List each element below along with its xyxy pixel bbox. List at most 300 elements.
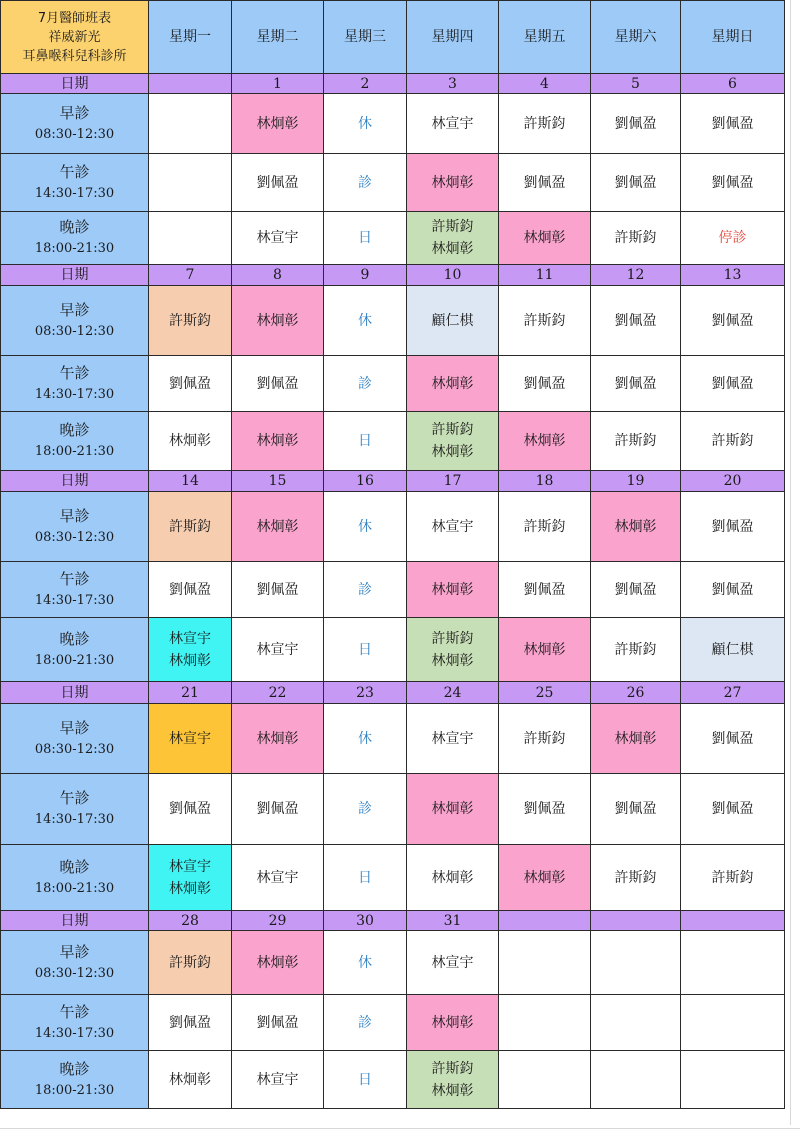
shift-cell-tue [232, 1051, 324, 1109]
session-name: 早診 [59, 718, 90, 737]
date-label: 日期 [1, 682, 149, 704]
shift-cell-tue [232, 154, 324, 212]
shift-cell-thu [407, 212, 499, 265]
session-label-evening [1, 618, 149, 682]
date-mon: 7 [149, 265, 232, 286]
date-wed: 23 [324, 682, 407, 704]
doctor-name: 劉佩盈 [711, 312, 754, 329]
doctor-name: 劉佩盈 [169, 1014, 211, 1031]
doctor-name: 林炯彰 [431, 174, 474, 191]
doctor-name: 林炯彰 [431, 1014, 474, 1031]
shift-cell-sat [591, 931, 681, 995]
shift-cell-sun [681, 774, 785, 845]
date-thu: 24 [407, 682, 499, 704]
shift-cell-sat [591, 412, 681, 471]
session-time: 18:00-21:30 [34, 652, 115, 668]
shift-cell-fri [499, 618, 591, 682]
shift-cell-tue [232, 704, 324, 774]
shift-cell-wed [324, 618, 407, 682]
doctor-name: 林宣宇 [431, 115, 474, 132]
shift-cell-thu [407, 995, 499, 1051]
date-mon [149, 74, 232, 94]
date-mon: 28 [149, 911, 232, 931]
doctor-name: 林炯彰 [431, 444, 474, 460]
doctor-name: 許斯鈞 [431, 1060, 474, 1077]
session-time: 08:30-12:30 [34, 965, 115, 981]
doctor-name: 林炯彰 [523, 230, 566, 246]
date-row [1, 471, 785, 492]
session-label-afternoon [1, 562, 149, 618]
shift-cell-thu [407, 94, 499, 154]
session-time: 08:30-12:30 [34, 741, 115, 757]
shift-cell-sun [681, 286, 785, 356]
date-tue: 22 [232, 682, 324, 704]
session-label-morning [1, 94, 149, 154]
doctor-name: 劉佩盈 [711, 801, 754, 817]
shift-cell-wed [324, 94, 407, 154]
shift-cell-fri [499, 931, 591, 995]
shift-cell-wed [324, 412, 407, 471]
doctor-name: 林炯彰 [431, 581, 474, 598]
date-mon: 21 [149, 682, 232, 704]
doctor-name: 日 [358, 433, 372, 449]
doctor-name: 停診 [718, 230, 747, 246]
doctor-name: 林炯彰 [431, 801, 474, 817]
doctor-name: 劉佩盈 [169, 375, 211, 392]
doctor-name: 林宣宇 [256, 1071, 299, 1088]
session-row-evening [1, 212, 785, 265]
doctor-name: 休 [358, 312, 372, 329]
shift-cell-fri [499, 286, 591, 356]
shift-cell-fri [499, 1051, 591, 1109]
date-sat: 12 [591, 265, 681, 286]
session-time: 18:00-21:30 [34, 1082, 115, 1098]
doctor-name: 許斯鈞 [169, 954, 211, 971]
doctor-name: 林炯彰 [431, 375, 474, 392]
date-wed: 16 [324, 471, 407, 492]
session-time: 08:30-12:30 [34, 126, 115, 142]
shift-cell-sun [681, 1051, 785, 1109]
date-row [1, 682, 785, 704]
shift-cell-tue [232, 931, 324, 995]
shift-cell-sat [591, 154, 681, 212]
doctor-name: 診 [358, 174, 372, 191]
session-label-morning [1, 931, 149, 995]
doctor-name: 劉佩盈 [614, 312, 657, 329]
doctor-name: 林炯彰 [256, 433, 299, 449]
doctor-name: 林宣宇 [169, 730, 211, 747]
shift-cell-fri [499, 845, 591, 911]
session-name: 午診 [59, 1002, 90, 1021]
date-sat: 19 [591, 471, 681, 492]
session-name: 早診 [59, 300, 90, 319]
doctor-name: 劉佩盈 [256, 1014, 299, 1031]
shift-cell-wed [324, 995, 407, 1051]
date-label: 日期 [1, 265, 149, 286]
session-label-evening [1, 412, 149, 471]
session-name: 午診 [59, 363, 90, 382]
session-time: 18:00-21:30 [34, 444, 115, 459]
doctor-name: 劉佩盈 [711, 174, 754, 191]
date-fri: 4 [499, 74, 591, 94]
date-thu: 10 [407, 265, 499, 286]
session-name: 早診 [59, 103, 90, 122]
doctor-name: 林宣宇 [256, 641, 299, 658]
doctor-name: 劉佩盈 [614, 801, 657, 817]
session-label-morning [1, 286, 149, 356]
date-label: 日期 [1, 471, 149, 492]
shift-cell-wed [324, 1051, 407, 1109]
shift-cell-mon [149, 845, 232, 911]
doctor-name: 林炯彰 [431, 241, 474, 257]
shift-cell-mon [149, 356, 232, 412]
date-sun [681, 911, 785, 931]
doctor-name: 林宣宇 [169, 630, 211, 647]
session-label-afternoon [1, 154, 149, 212]
gridline-bottom [0, 1128, 800, 1129]
date-sun: 13 [681, 265, 785, 286]
title-line: 耳鼻喉科兒科診所 [22, 48, 127, 64]
session-label-morning [1, 492, 149, 562]
doctor-name: 林宣宇 [169, 858, 211, 875]
date-fri [499, 911, 591, 931]
shift-cell-mon [149, 212, 232, 265]
shift-cell-sun [681, 845, 785, 911]
session-name: 早診 [59, 506, 90, 525]
doctor-name: 診 [358, 375, 372, 392]
weekday-wednesday: 星期三 [324, 1, 407, 74]
doctor-name: 林炯彰 [523, 433, 566, 449]
doctor-name: 林宣宇 [256, 869, 299, 886]
date-label: 日期 [1, 74, 149, 94]
shift-cell-fri [499, 995, 591, 1051]
shift-cell-wed [324, 212, 407, 265]
shift-cell-tue [232, 845, 324, 911]
doctor-name: 許斯鈞 [711, 869, 754, 886]
title-line: 7月醫師班表 [37, 10, 112, 26]
doctor-name: 林炯彰 [256, 312, 299, 329]
shift-cell-sat [591, 845, 681, 911]
date-sun: 27 [681, 682, 785, 704]
session-row-afternoon [1, 356, 785, 412]
doctor-name: 許斯鈞 [523, 115, 566, 132]
doctor-name: 日 [358, 1071, 372, 1088]
session-row-evening [1, 412, 785, 471]
doctor-name: 劉佩盈 [523, 375, 566, 392]
date-thu: 31 [407, 911, 499, 931]
doctor-name: 林炯彰 [523, 641, 566, 658]
doctor-name: 許斯鈞 [431, 630, 474, 647]
doctor-name: 許斯鈞 [431, 422, 474, 438]
session-time: 14:30-17:30 [34, 812, 115, 827]
doctor-name: 許斯鈞 [614, 869, 657, 886]
doctor-name: 劉佩盈 [711, 581, 754, 598]
doctor-name: 許斯鈞 [169, 518, 211, 535]
session-row-morning [1, 931, 785, 995]
weekday-saturday: 星期六 [591, 1, 681, 74]
doctor-name: 許斯鈞 [614, 433, 657, 449]
shift-cell-tue [232, 618, 324, 682]
shift-cell-thu [407, 931, 499, 995]
shift-cell-wed [324, 774, 407, 845]
date-tue: 8 [232, 265, 324, 286]
doctor-name: 日 [358, 869, 372, 886]
doctor-name: 劉佩盈 [256, 581, 299, 598]
session-row-morning [1, 492, 785, 562]
doctor-name: 劉佩盈 [711, 518, 754, 535]
session-label-evening [1, 1051, 149, 1109]
doctor-name: 許斯鈞 [614, 641, 657, 658]
date-mon: 14 [149, 471, 232, 492]
header-row [1, 1, 785, 74]
shift-cell-fri [499, 356, 591, 412]
gridline-right [790, 0, 791, 1125]
shift-cell-sun [681, 618, 785, 682]
shift-cell-thu [407, 618, 499, 682]
shift-cell-thu [407, 774, 499, 845]
doctor-name: 劉佩盈 [523, 581, 566, 598]
schedule-title [1, 1, 149, 74]
session-name: 午診 [59, 789, 90, 807]
doctor-name: 休 [358, 518, 372, 535]
date-tue: 15 [232, 471, 324, 492]
session-row-morning [1, 704, 785, 774]
doctor-name: 劉佩盈 [256, 375, 299, 392]
doctor-name: 林炯彰 [256, 954, 299, 971]
session-row-afternoon [1, 154, 785, 212]
doctor-name: 劉佩盈 [614, 581, 657, 598]
shift-cell-fri [499, 704, 591, 774]
shift-cell-sun [681, 995, 785, 1051]
session-label-evening [1, 212, 149, 265]
doctor-name: 林宣宇 [431, 954, 474, 971]
date-wed: 2 [324, 74, 407, 94]
session-row-evening [1, 845, 785, 911]
session-row-evening [1, 1051, 785, 1109]
doctor-name: 劉佩盈 [523, 801, 566, 817]
session-name: 晚診 [59, 857, 90, 876]
date-fri: 18 [499, 471, 591, 492]
shift-cell-fri [499, 492, 591, 562]
date-tue: 1 [232, 74, 324, 94]
shift-cell-sun [681, 704, 785, 774]
doctor-name: 許斯鈞 [523, 312, 566, 329]
session-time: 08:30-12:30 [34, 529, 115, 545]
session-row-evening [1, 618, 785, 682]
session-name: 午診 [59, 162, 90, 181]
date-wed: 9 [324, 265, 407, 286]
shift-cell-mon [149, 618, 232, 682]
session-label-evening [1, 845, 149, 911]
doctor-name: 劉佩盈 [256, 801, 299, 817]
date-thu: 3 [407, 74, 499, 94]
session-name: 晚診 [59, 218, 90, 236]
shift-cell-fri [499, 562, 591, 618]
doctor-name: 林宣宇 [431, 730, 474, 747]
doctor-name: 林炯彰 [169, 1071, 211, 1088]
shift-cell-sun [681, 356, 785, 412]
doctor-name: 林炯彰 [256, 730, 299, 747]
shift-cell-sun [681, 412, 785, 471]
doctor-name: 林炯彰 [169, 652, 211, 669]
shift-cell-thu [407, 845, 499, 911]
date-sun: 20 [681, 471, 785, 492]
shift-cell-thu [407, 562, 499, 618]
shift-cell-fri [499, 212, 591, 265]
doctor-name: 許斯鈞 [431, 219, 474, 235]
session-time: 08:30-12:30 [34, 323, 115, 339]
shift-cell-tue [232, 412, 324, 471]
shift-cell-wed [324, 562, 407, 618]
doctor-name: 劉佩盈 [169, 801, 211, 817]
date-sat: 26 [591, 682, 681, 704]
doctor-name: 林炯彰 [169, 880, 211, 897]
doctor-name: 診 [358, 801, 372, 817]
title-line: 祥威新光 [48, 29, 101, 45]
date-thu: 17 [407, 471, 499, 492]
date-sat: 5 [591, 74, 681, 94]
shift-cell-sat [591, 286, 681, 356]
doctor-name: 林炯彰 [614, 518, 657, 535]
doctor-name: 林炯彰 [169, 433, 211, 449]
shift-cell-sat [591, 774, 681, 845]
date-sun: 6 [681, 74, 785, 94]
weekday-sunday: 星期日 [681, 1, 785, 74]
shift-cell-sat [591, 618, 681, 682]
doctor-name: 許斯鈞 [614, 230, 657, 246]
shift-cell-mon [149, 562, 232, 618]
shift-cell-fri [499, 774, 591, 845]
shift-cell-wed [324, 931, 407, 995]
session-name: 午診 [59, 569, 90, 588]
doctor-name: 劉佩盈 [523, 174, 566, 191]
session-time: 14:30-17:30 [34, 386, 115, 402]
shift-cell-thu [407, 356, 499, 412]
doctor-name: 林炯彰 [256, 115, 299, 132]
shift-cell-tue [232, 212, 324, 265]
shift-cell-tue [232, 94, 324, 154]
shift-cell-thu [407, 1051, 499, 1109]
doctor-name: 劉佩盈 [614, 174, 657, 191]
shift-cell-mon [149, 94, 232, 154]
doctor-name: 顧仁棋 [711, 641, 754, 658]
session-label-morning [1, 704, 149, 774]
doctor-name: 顧仁棋 [431, 312, 474, 329]
shift-cell-mon [149, 412, 232, 471]
doctor-name: 林炯彰 [431, 652, 474, 669]
weekday-friday: 星期五 [499, 1, 591, 74]
session-name: 早診 [59, 942, 90, 961]
doctor-name: 劉佩盈 [711, 375, 754, 392]
session-row-morning [1, 94, 785, 154]
session-time: 14:30-17:30 [34, 185, 115, 201]
doctor-name: 林炯彰 [256, 518, 299, 535]
doctor-name: 休 [358, 730, 372, 747]
shift-cell-tue [232, 995, 324, 1051]
shift-cell-tue [232, 562, 324, 618]
session-label-afternoon [1, 356, 149, 412]
shift-cell-tue [232, 492, 324, 562]
session-name: 晚診 [59, 1059, 90, 1078]
doctor-name: 林炯彰 [614, 730, 657, 747]
shift-cell-thu [407, 492, 499, 562]
doctor-name: 診 [358, 581, 372, 598]
doctor-name: 林炯彰 [523, 869, 566, 886]
weekday-monday: 星期一 [149, 1, 232, 74]
doctor-name: 林宣宇 [256, 230, 299, 246]
doctor-name: 許斯鈞 [523, 730, 566, 747]
shift-cell-mon [149, 286, 232, 356]
shift-cell-sun [681, 212, 785, 265]
doctor-name: 林宣宇 [431, 518, 474, 535]
shift-cell-fri [499, 412, 591, 471]
session-label-afternoon [1, 995, 149, 1051]
shift-cell-mon [149, 704, 232, 774]
doctor-name: 劉佩盈 [614, 115, 657, 132]
doctor-name: 劉佩盈 [711, 730, 754, 747]
date-fri: 25 [499, 682, 591, 704]
doctor-name: 劉佩盈 [711, 115, 754, 132]
session-time: 18:00-21:30 [34, 880, 115, 896]
shift-cell-thu [407, 412, 499, 471]
shift-cell-sun [681, 94, 785, 154]
shift-cell-sat [591, 94, 681, 154]
session-row-morning [1, 286, 785, 356]
date-label: 日期 [1, 911, 149, 931]
shift-cell-tue [232, 286, 324, 356]
shift-cell-wed [324, 492, 407, 562]
shift-cell-sat [591, 562, 681, 618]
shift-cell-thu [407, 704, 499, 774]
shift-cell-sun [681, 492, 785, 562]
session-name: 晚診 [59, 421, 90, 439]
shift-cell-mon [149, 492, 232, 562]
shift-cell-wed [324, 845, 407, 911]
shift-cell-thu [407, 154, 499, 212]
shift-cell-sat [591, 704, 681, 774]
session-label-afternoon [1, 774, 149, 845]
shift-cell-sun [681, 154, 785, 212]
session-row-afternoon [1, 774, 785, 845]
doctor-name: 劉佩盈 [256, 174, 299, 191]
session-time: 14:30-17:30 [34, 592, 115, 608]
session-name: 晚診 [59, 629, 90, 648]
doctor-name: 許斯鈞 [711, 433, 754, 449]
doctor-name: 日 [358, 230, 372, 246]
shift-cell-mon [149, 154, 232, 212]
shift-cell-wed [324, 154, 407, 212]
doctor-name: 林炯彰 [431, 869, 474, 886]
shift-cell-mon [149, 774, 232, 845]
shift-cell-wed [324, 356, 407, 412]
shift-cell-mon [149, 995, 232, 1051]
weekday-tuesday: 星期二 [232, 1, 324, 74]
date-wed: 30 [324, 911, 407, 931]
shift-cell-fri [499, 154, 591, 212]
shift-cell-tue [232, 774, 324, 845]
shift-cell-sat [591, 492, 681, 562]
shift-cell-sat [591, 1051, 681, 1109]
weekday-thursday: 星期四 [407, 1, 499, 74]
shift-cell-wed [324, 286, 407, 356]
session-row-afternoon [1, 562, 785, 618]
date-fri: 11 [499, 265, 591, 286]
date-row [1, 911, 785, 931]
date-row [1, 74, 785, 94]
doctor-name: 診 [358, 1014, 372, 1031]
shift-cell-mon [149, 1051, 232, 1109]
shift-cell-sat [591, 995, 681, 1051]
